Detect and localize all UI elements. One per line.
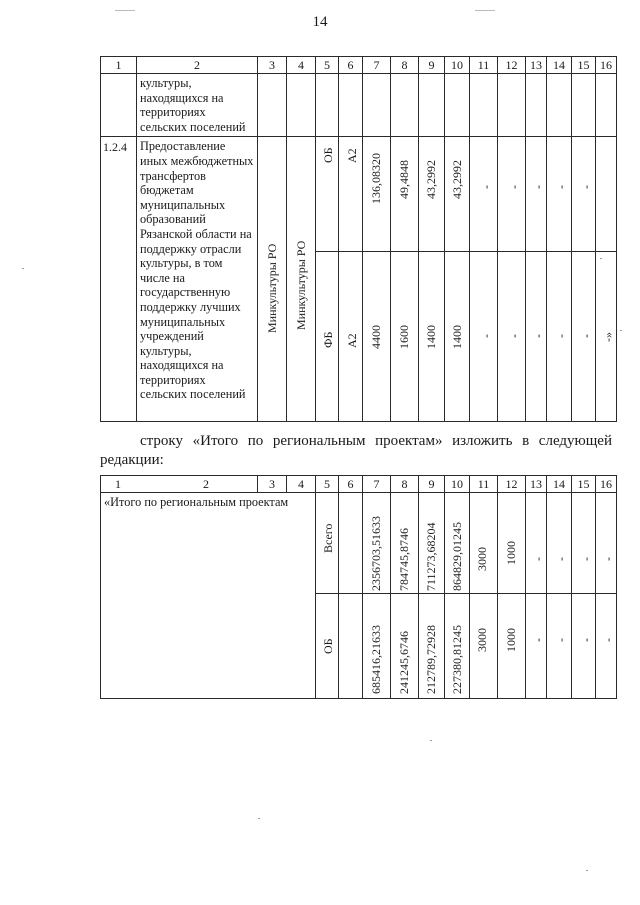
scan-speck xyxy=(430,740,432,741)
value-col7: 136,08320 xyxy=(369,153,383,205)
value-col13: - xyxy=(531,638,545,642)
program-table xyxy=(100,56,617,422)
header-cell: 3 xyxy=(258,57,287,74)
value-col12: 1000 xyxy=(504,541,518,565)
value-col12: - xyxy=(507,334,521,339)
header-cell: 16 xyxy=(596,476,617,493)
totals-table xyxy=(100,475,617,699)
value-col10: 864829,01245 xyxy=(450,522,464,591)
value-col14: - xyxy=(554,185,568,190)
value-col9: 43,2992 xyxy=(424,160,438,200)
header-cell: 15 xyxy=(572,57,596,74)
header-cell: 9 xyxy=(419,476,445,493)
scan-speck xyxy=(586,870,588,871)
header-cell: 9 xyxy=(419,57,445,74)
value-col14: - xyxy=(554,638,568,642)
value-col12: 1000 xyxy=(504,628,518,652)
value-col16: -» xyxy=(601,332,615,343)
funding-source: ФБ xyxy=(321,332,335,349)
header-cell: 12 xyxy=(498,476,526,493)
value-col7: 685416,21633 xyxy=(369,625,383,694)
header-cell: 1 xyxy=(101,57,137,74)
scan-speck xyxy=(475,10,495,11)
item-number: 1.2.4 xyxy=(101,137,137,422)
header-cell: 13 xyxy=(526,476,547,493)
value-col13: - xyxy=(531,185,545,190)
value-col12: - xyxy=(507,185,521,190)
header-cell: 2 xyxy=(203,477,209,491)
executor-col4 xyxy=(287,137,316,422)
funding-source: ОБ xyxy=(321,638,335,654)
funding-source: ОБ xyxy=(321,147,335,164)
value-col11: 3000 xyxy=(475,628,489,652)
value-col8: 49,4848 xyxy=(397,160,411,200)
value-col11: 3000 xyxy=(475,547,489,571)
scan-speck xyxy=(620,330,622,331)
value-col15: - xyxy=(579,638,593,642)
header-cell: 4 xyxy=(287,476,316,493)
executor-col3 xyxy=(258,137,287,422)
instruction-paragraph: строку «Итого по региональным проектам» изложить в следующей редакции: xyxy=(100,433,612,468)
scan-speck xyxy=(115,10,135,11)
code: А2 xyxy=(345,148,359,164)
scan-speck xyxy=(258,818,260,819)
value-col9: 711273,68204 xyxy=(424,522,438,591)
value-col10: 227380,81245 xyxy=(450,625,464,694)
item-description: Предоставление иных межбюджетных трансфертов бюджетам муниципальных образований Рязанской области на поддержку отрасли культуры, в том числе на государственную поддержку лучших муниципальных учреждений культуры, находящихся на территориях сельских поселений xyxy=(137,137,258,422)
continuation-row xyxy=(101,74,617,137)
value-col13: - xyxy=(531,334,545,339)
code: А2 xyxy=(345,333,359,349)
value-col13: - xyxy=(531,557,545,561)
value-col15: - xyxy=(579,334,593,339)
value-col8: 1600 xyxy=(397,325,411,350)
header-cell: 7 xyxy=(363,57,391,74)
value-col9: 1400 xyxy=(424,325,438,350)
value-col7: 2356703,51633 xyxy=(369,516,383,591)
item-row-ob xyxy=(101,137,617,252)
value-col11: - xyxy=(479,334,493,339)
header-cell: 5 xyxy=(316,476,339,493)
header-cell: 10 xyxy=(445,476,470,493)
header-cell: 2 xyxy=(137,57,258,74)
header-cell: 3 xyxy=(258,476,287,493)
header-row xyxy=(101,476,617,493)
header-cell: 14 xyxy=(547,57,572,74)
value-col8: 784745,8746 xyxy=(397,528,411,591)
value-col14: - xyxy=(554,334,568,339)
value-col9: 212789,72928 xyxy=(424,625,438,694)
totals-row-all xyxy=(101,493,617,594)
funding-source: Всего xyxy=(321,523,335,553)
value-col10: 43,2992 xyxy=(450,160,464,200)
value-col16: - xyxy=(601,638,615,642)
value-col8: 241245,6746 xyxy=(397,631,411,694)
totals-label: «Итого по региональным проектам xyxy=(101,493,316,699)
executor-col4-text: Минкультуры РО xyxy=(294,241,308,331)
scan-speck xyxy=(22,268,24,269)
header-cell: 13 xyxy=(526,57,547,74)
header-cell: 11 xyxy=(470,476,498,493)
header-cell: 5 xyxy=(316,57,339,74)
value-col14: - xyxy=(554,557,568,561)
value-col7: 4400 xyxy=(369,325,383,350)
header-cell: 14 xyxy=(547,476,572,493)
header-cell: 12 xyxy=(498,57,526,74)
header-cell: 6 xyxy=(339,476,363,493)
header-row xyxy=(101,57,617,74)
page-number: 14 xyxy=(312,14,328,30)
value-col15: - xyxy=(579,557,593,561)
header-cell: 11 xyxy=(470,57,498,74)
header-cell: 16 xyxy=(596,57,617,74)
header-cell: 4 xyxy=(287,57,316,74)
header-cell: 15 xyxy=(572,476,596,493)
header-cell: 8 xyxy=(391,476,419,493)
value-col10: 1400 xyxy=(450,325,464,350)
executor-col3-text: Минкультуры РО xyxy=(265,244,279,334)
header-cell: 8 xyxy=(391,57,419,74)
header-cell: 6 xyxy=(339,57,363,74)
header-cell: 10 xyxy=(445,57,470,74)
continuation-text: культуры, находящихся на территориях сельских поселений xyxy=(137,74,258,137)
header-cell: 7 xyxy=(363,476,391,493)
value-col15: - xyxy=(579,185,593,190)
header-cell: 1 xyxy=(115,477,121,491)
value-col11: - xyxy=(479,185,493,190)
value-col16: - xyxy=(601,557,615,561)
scan-speck xyxy=(600,258,602,259)
